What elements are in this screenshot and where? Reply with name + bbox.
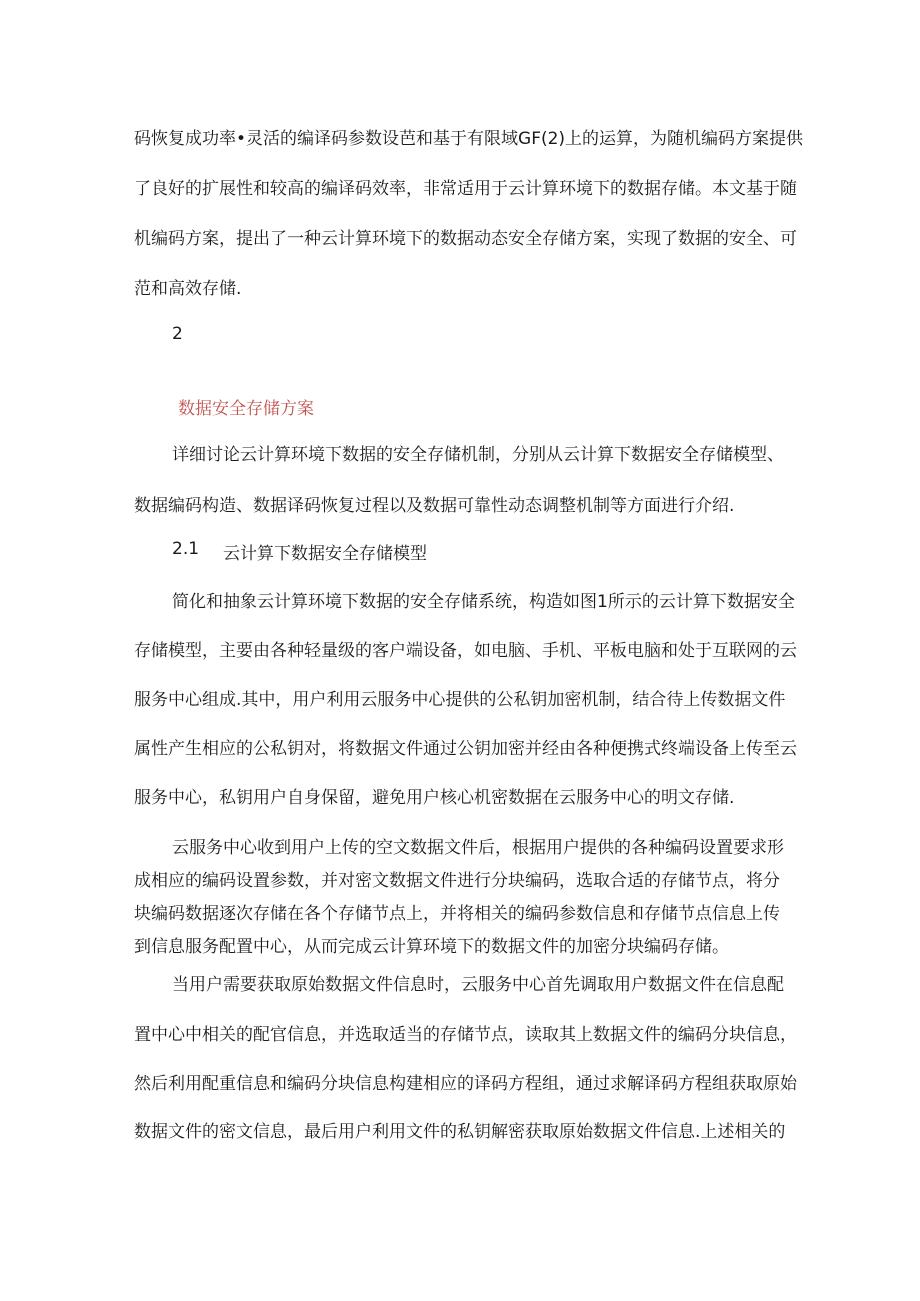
subsection-title: 云计算下数据安全存储模型 (223, 544, 427, 564)
paragraph-line: 当用户需要获取原始数据文件信息时，云服务中心首先调取用户数据文件在信息配 (172, 975, 784, 995)
paragraph-line: 到信息服务配置中心，从而完成云计算环境下的数据文件的加密分块编码存储。 (134, 937, 729, 957)
paragraph-line: 范和高效存储. (134, 279, 242, 299)
paragraph-line: 服务中心，私钥用户自身保留，避免用户核心机密数据在云服务中心的明文存储. (134, 788, 735, 808)
section-number: 2 (172, 324, 183, 344)
paragraph-line: 属性产生相应的公私钥对，将数据文件通过公钥加密并经由各种便携式终端设备上传至云 (134, 739, 797, 759)
section-title: 数据安全存储方案 (178, 399, 314, 419)
paragraph-line: 数据编码构造、数据译码恢复过程以及数据可靠性动态调整机制等方面进行介绍. (134, 496, 735, 516)
subsection-number: 2.1 (172, 539, 200, 559)
paragraph-line: 详细讨论云计算环境下数据的安全存储机制，分别从云计算下数据安全存储模型、 (172, 445, 784, 465)
paragraph-line: 云服务中心收到用户上传的空文数据文件后，根据用户提供的各种编码设置要求形 (172, 838, 784, 858)
paragraph-line: 服务中心组成.其中，用户利用云服务中心提供的公私钥加密机制，结合待上传数据文件 (134, 690, 786, 710)
paragraph-line: 机编码方案，提出了一种云计算环境下的数据动态安全存储方案，实现了数据的安全、可 (134, 229, 797, 249)
paragraph-line: 码恢复成功率•灵活的编译码参数设芭和基于有限域GF(2)上的运算，为随机编码方案提供 (134, 129, 804, 149)
paragraph-line: 置中心中相关的配官信息，并选取适当的存储节点，读取其上数据文件的编码分块信息， (134, 1025, 797, 1045)
paragraph-line: 然后利用配重信息和编码分块信息构建相应的译码方程组，通过求解译码方程组获取原始 (134, 1074, 797, 1094)
paragraph-line: 存储模型，主要由各种轻量级的客户端设备，如电脑、手机、平板电脑和处于互联网的云 (134, 641, 797, 661)
paragraph-line: 了良好的扩展性和较高的编译码效率，非常适用于云计算环境下的数据存储。本文基于随 (134, 179, 797, 199)
paragraph-line: 块编码数据逐次存储在各个存储节点上，并将相关的编码参数信息和存储节点信息上传 (134, 904, 780, 924)
paragraph-line: 简化和抽象云计算环境下数据的安全存储系统，构造如图1所示的云计算下数据安全 (172, 592, 795, 612)
paragraph-line: 成相应的编码设置参数，并对密文数据文件进行分块编码，选取合适的存储节点，将分 (134, 871, 780, 891)
paragraph-line: 数据文件的密文信息，最后用户利用文件的私钥解密获取原始数据文件信息.上述相关的 (134, 1122, 786, 1142)
